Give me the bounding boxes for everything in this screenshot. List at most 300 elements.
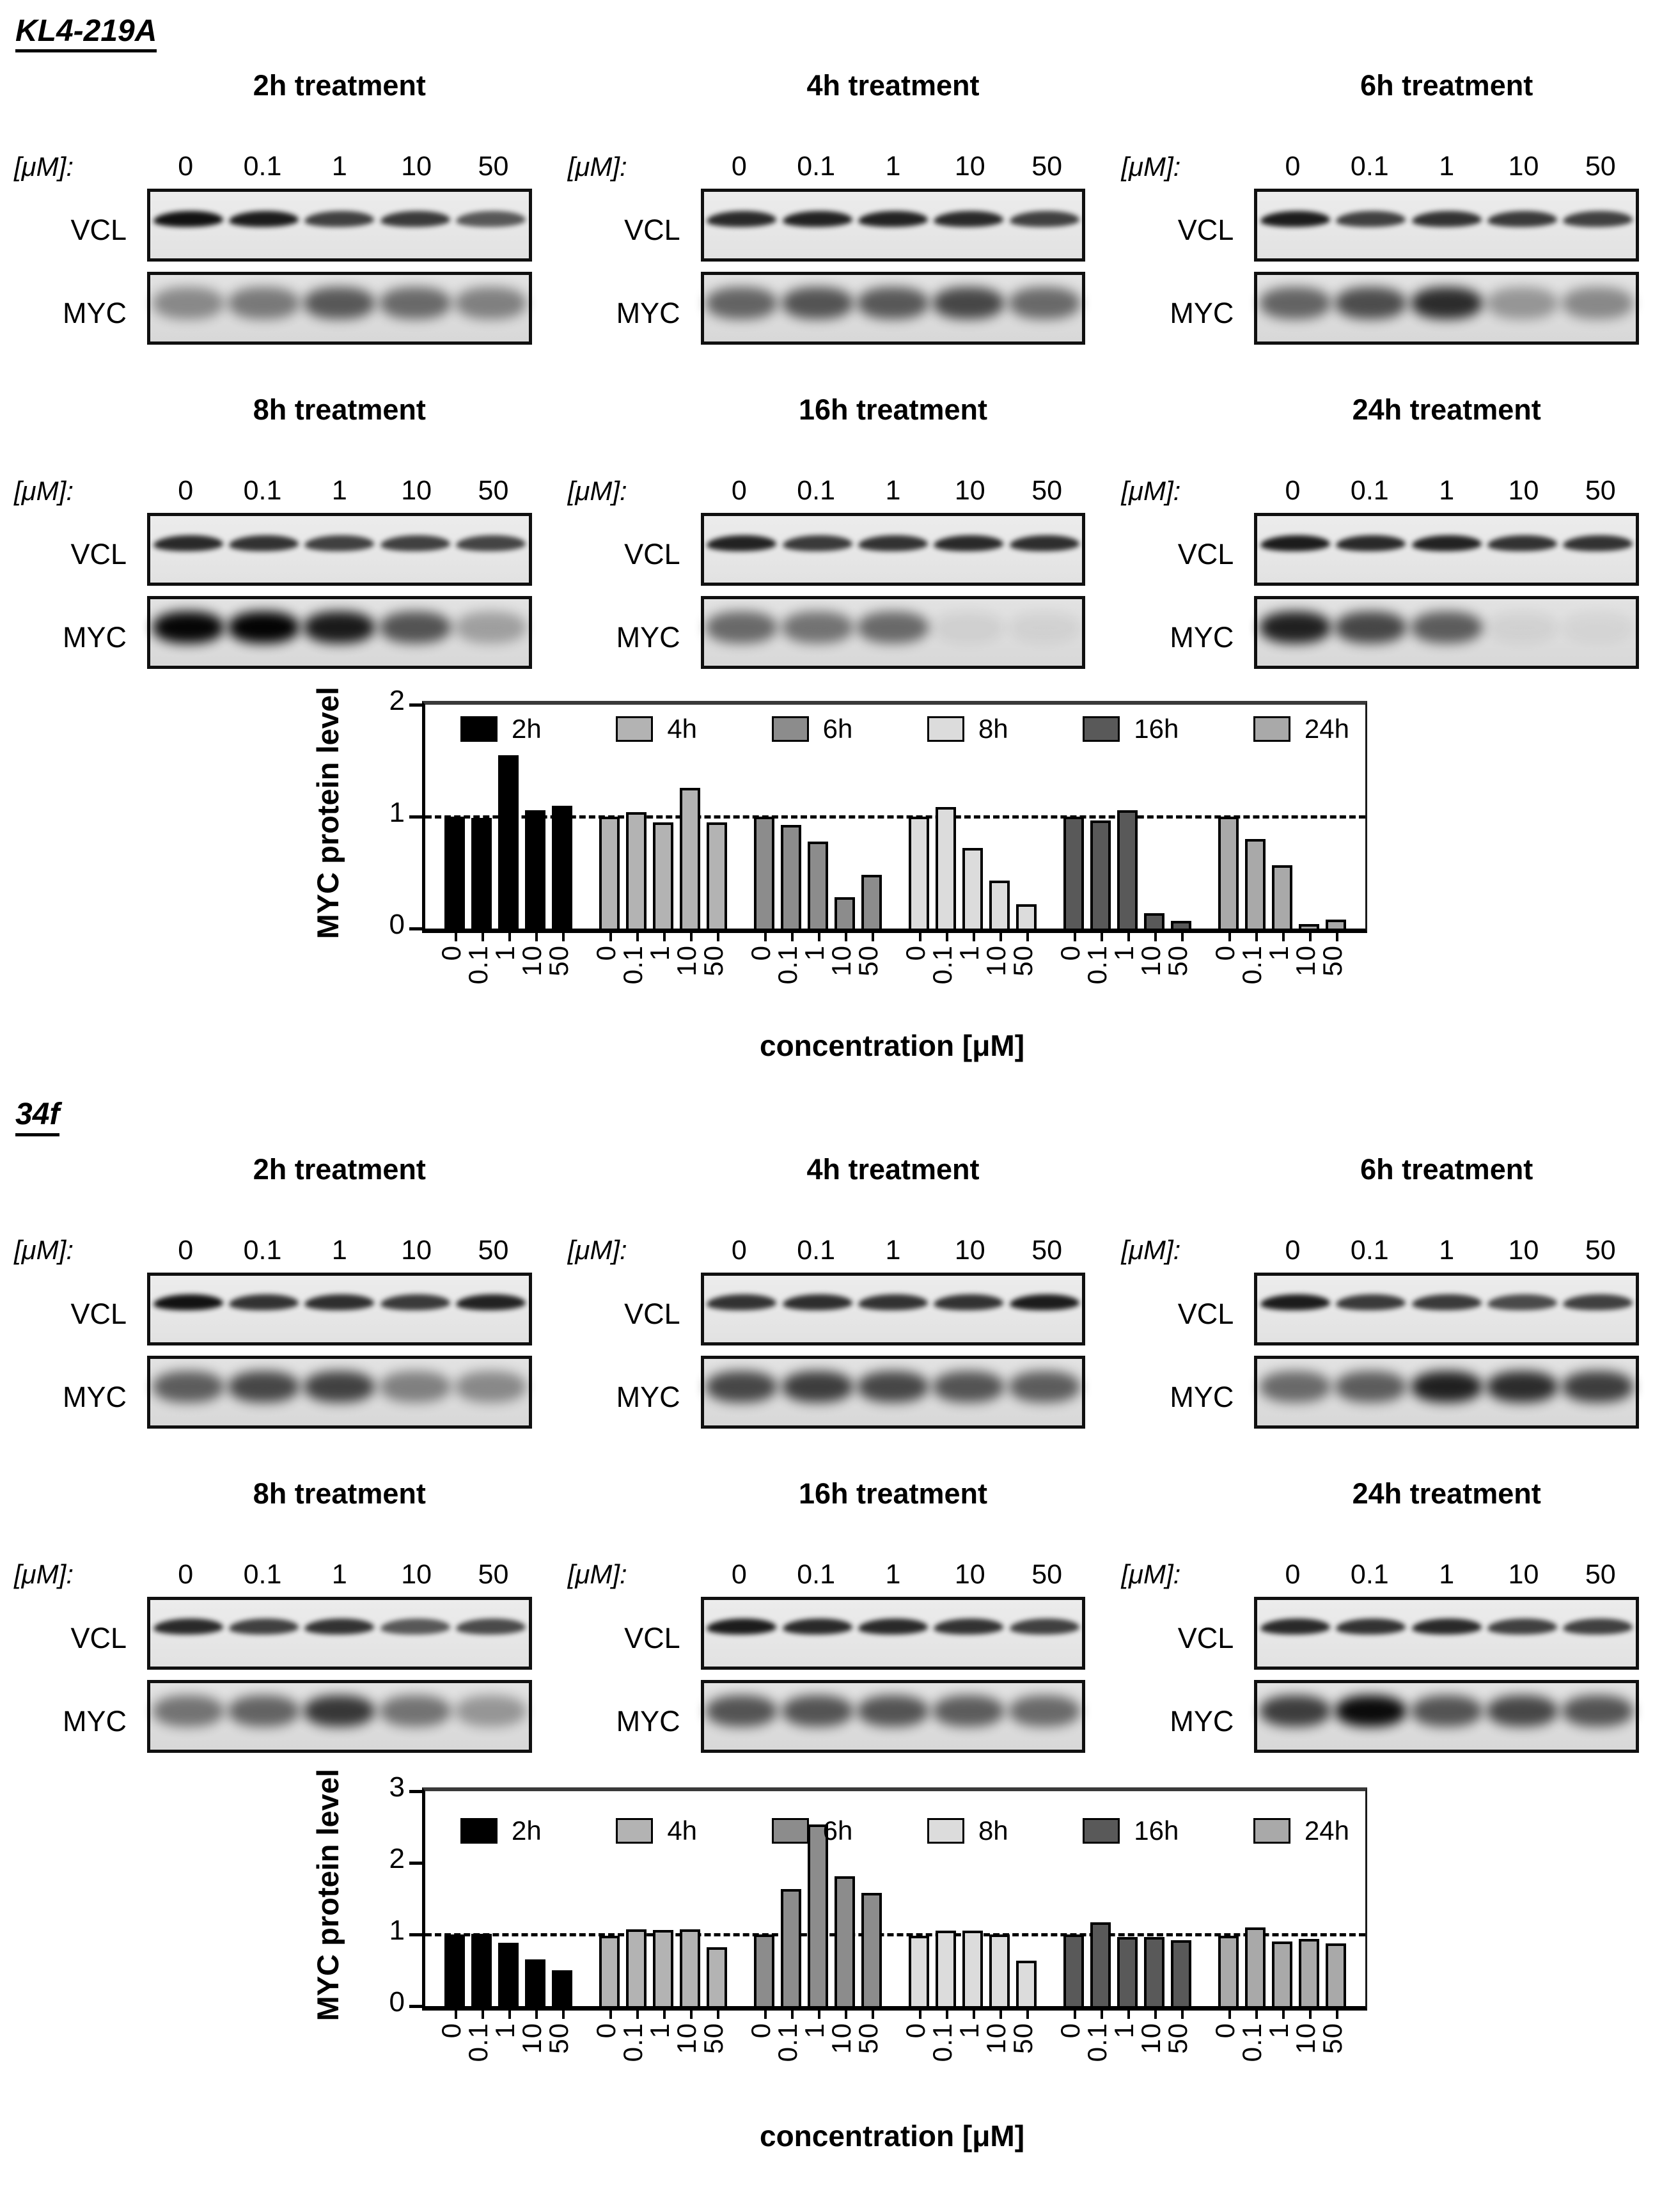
protein-band (933, 287, 1004, 319)
x-tick-label (1009, 945, 1037, 977)
blot-lane (453, 192, 528, 258)
panel-heading: 6h treatment (1360, 1152, 1533, 1186)
protein-band (1411, 534, 1481, 551)
x-tick-label-text: 10 (517, 945, 547, 977)
blot-lane (1484, 1600, 1560, 1667)
x-tick-label (700, 945, 728, 977)
bar-2h-10 (525, 810, 545, 929)
x-tick-label-text: 50 (698, 945, 728, 977)
concentration-value: 0.1 (1350, 1558, 1389, 1590)
blot-lane (150, 1359, 226, 1425)
legend-swatch-4h (616, 1818, 653, 1844)
protein-band (1487, 210, 1557, 227)
blot-lane (1333, 1276, 1409, 1342)
protein-band (304, 1294, 374, 1311)
blot-lane (226, 1276, 301, 1342)
blot-lane (855, 192, 930, 258)
concentration-value: 10 (1508, 1234, 1539, 1266)
blot-lane (1484, 1359, 1560, 1425)
x-tick (482, 2006, 484, 2019)
panel-heading: 24h treatment (1352, 1477, 1541, 1510)
blot-lane (855, 1359, 930, 1425)
concentration-value: 10 (954, 1234, 985, 1266)
protein-band (304, 1695, 375, 1727)
protein-band (380, 611, 451, 643)
protein-band (1260, 210, 1330, 227)
concentration-value: 1 (331, 151, 347, 182)
vcl-blot-image (147, 513, 532, 586)
bar-8h-50 (1016, 904, 1037, 929)
x-tick (764, 929, 767, 941)
protein-band (1336, 210, 1406, 227)
concentration-value: 50 (1585, 1234, 1616, 1266)
x-tick-label (592, 2023, 620, 2038)
protein-band (153, 611, 224, 643)
x-tick (636, 2006, 639, 2019)
concentration-value: 10 (401, 151, 432, 182)
x-tick-label-text: 50 (1163, 945, 1193, 977)
x-tick-label-text: 0.1 (618, 2022, 648, 2062)
blot-lane (855, 275, 930, 341)
x-tick-label (1137, 945, 1165, 977)
x-tick (1000, 2006, 1002, 2019)
concentration-value: 10 (1508, 475, 1539, 506)
bar-6h-0 (754, 1934, 774, 2006)
blot-lane (1409, 1276, 1484, 1342)
x-tick-label (673, 2023, 701, 2054)
protein-band (1487, 611, 1558, 643)
x-tick-label (592, 945, 620, 961)
vcl-blot-image (147, 1597, 532, 1670)
x-tick-label (1292, 2023, 1320, 2054)
protein-band (934, 1294, 1003, 1311)
vcl-row-label: VCL (70, 1621, 127, 1654)
myc-blot-image (147, 1356, 532, 1429)
protein-band (1563, 1294, 1633, 1311)
protein-band (456, 1618, 526, 1635)
x-tick (791, 929, 794, 941)
protein-band (934, 534, 1003, 551)
blot-lane (1257, 192, 1333, 258)
legend-swatch-2h (460, 1818, 498, 1844)
protein-band (858, 1371, 929, 1403)
concentration-value: 10 (954, 475, 985, 506)
myc-blot-image (701, 272, 1086, 345)
bar-16h-0.1 (1090, 820, 1111, 929)
x-tick (1309, 929, 1312, 941)
protein-band (1335, 611, 1406, 643)
bar-8h-1 (962, 848, 983, 929)
x-tick-label (464, 945, 492, 984)
x-tick (872, 929, 874, 941)
x-tick (872, 2006, 874, 2019)
x-tick (1336, 2006, 1338, 2019)
myc-blot-image (1254, 272, 1639, 345)
protein-band (304, 210, 374, 227)
legend-label: 24h (1304, 1815, 1349, 1846)
legend-label: 24h (1304, 714, 1349, 744)
protein-band (1260, 534, 1330, 551)
x-tick-label-text: 1 (799, 945, 829, 961)
x-tick-label (545, 945, 573, 977)
blot-lane (931, 516, 1007, 583)
protein-band (1487, 287, 1558, 319)
x-tick-label (827, 2023, 856, 2054)
blot-lane (377, 599, 453, 666)
blot-lane (453, 516, 528, 583)
x-tick-label-text: 1 (1109, 945, 1139, 961)
concentration-value: 1 (1439, 1234, 1455, 1266)
panel-34f-2h (10, 1143, 532, 1439)
protein-band (782, 1695, 853, 1727)
x-tick (535, 929, 538, 941)
x-tick-label-text: 10 (981, 2022, 1011, 2054)
legend-label: 4h (667, 1815, 698, 1846)
blot-lane (1007, 192, 1082, 258)
protein-band (1009, 534, 1079, 551)
x-tick-label (1083, 945, 1111, 984)
protein-band (229, 210, 299, 227)
protein-band (1487, 1618, 1557, 1635)
x-tick-label-text: 0 (746, 945, 776, 961)
concentration-value: 50 (478, 475, 509, 506)
myc-blot-image (147, 596, 532, 669)
myc-row-label: MYC (616, 621, 680, 654)
x-tick-label (518, 2023, 546, 2054)
protein-band (153, 1695, 224, 1727)
concentration-value: 50 (478, 1558, 509, 1590)
x-tick (791, 2006, 794, 2019)
vcl-row-label: VCL (624, 214, 680, 247)
x-tick (818, 929, 820, 941)
concentration-value: 0 (731, 475, 747, 506)
x-tick (1309, 2006, 1312, 2019)
concentration-value: 0 (1285, 151, 1301, 182)
plot-area (422, 1787, 1367, 2011)
blot-lane (1484, 599, 1560, 666)
protein-band (228, 611, 299, 643)
x-tick-label (747, 2023, 775, 2038)
vcl-blot-image (147, 1273, 532, 1345)
bar-16h-0 (1063, 817, 1084, 929)
section-34f (0, 1083, 1662, 2211)
x-tick-label-text: 10 (671, 945, 702, 977)
blot-lane (1560, 1600, 1636, 1667)
section-title: 34f (15, 1099, 59, 1136)
x-tick (535, 2006, 538, 2019)
concentration-value: 0.1 (1350, 1234, 1389, 1266)
concentration-value: 0 (178, 1234, 194, 1266)
bar-2h-10 (525, 1959, 545, 2006)
myc-row-label: MYC (63, 297, 127, 330)
x-tick-label-text: 0 (591, 2022, 621, 2039)
x-tick-label (955, 2023, 984, 2038)
x-tick (1181, 2006, 1184, 2019)
concentration-value: 1 (1439, 151, 1455, 182)
legend-swatch-16h (1083, 1818, 1120, 1844)
protein-band (1009, 210, 1079, 227)
blot-lane (150, 275, 226, 341)
blot-lane (780, 1683, 855, 1750)
legend-item-16h (1083, 714, 1179, 744)
bar-6h-50 (861, 875, 882, 929)
blot-lane (1409, 1683, 1484, 1750)
protein-band (1411, 611, 1482, 643)
blot-lane (1484, 1683, 1560, 1750)
myc-row-label: MYC (1170, 1380, 1234, 1413)
x-tick (1026, 929, 1029, 941)
concentration-value: 0 (178, 475, 194, 506)
blot-lane (1409, 1359, 1484, 1425)
panel-heading: 2h treatment (253, 69, 426, 102)
blot-lane (302, 192, 377, 258)
x-tick-label (491, 2023, 519, 2038)
blot-lane (1333, 516, 1409, 583)
x-tick-label (774, 945, 802, 984)
protein-band (1009, 1371, 1080, 1403)
x-tick-label-text: 1 (954, 2022, 984, 2039)
myc-blot-image (701, 596, 1086, 669)
x-tick (609, 929, 612, 941)
x-tick (508, 2006, 511, 2019)
x-tick-label (854, 2023, 882, 2054)
bar-8h-10 (989, 1934, 1010, 2006)
panel-34f-24h (1117, 1467, 1639, 1763)
protein-band (706, 611, 777, 643)
x-tick-label-text: 1 (799, 2022, 829, 2039)
blot-lane (453, 1276, 528, 1342)
myc-row-label: MYC (1170, 1704, 1234, 1737)
vcl-row-label: VCL (1177, 214, 1234, 247)
myc-protein-level-bar-chart (0, 685, 1662, 1083)
myc-row-label: MYC (63, 621, 127, 654)
legend-item-2h (460, 714, 542, 744)
panel-heading: 4h treatment (806, 1152, 980, 1186)
x-tick-label-text: 10 (1290, 945, 1321, 977)
section-title: KL4-219A (15, 15, 157, 52)
x-tick (1336, 929, 1338, 941)
x-tick (1127, 929, 1130, 941)
blot-lane (1257, 516, 1333, 583)
concentration-value: 0 (1285, 475, 1301, 506)
panel-heading: 8h treatment (253, 393, 426, 427)
x-tick-label-text: 10 (826, 2022, 856, 2054)
protein-band (707, 1618, 776, 1635)
x-tick-label-text: 0 (591, 945, 621, 961)
bar-4h-0 (599, 1936, 620, 2006)
legend-label: 2h (512, 714, 542, 744)
vcl-row-label: VCL (70, 1297, 127, 1330)
blot-lane (150, 1600, 226, 1667)
blot-lane (1484, 275, 1560, 341)
legend-item-8h (927, 1816, 1008, 1846)
blot-lane (704, 599, 780, 666)
bar-8h-1 (962, 1931, 983, 2006)
concentration-value: 0 (1285, 1234, 1301, 1266)
blot-lane (931, 1683, 1007, 1750)
concentration-unit-label: [μM]: (1121, 475, 1181, 506)
x-tick-label (955, 945, 984, 961)
x-tick-label-text: 0.1 (463, 2022, 493, 2062)
x-tick-label (982, 2023, 1010, 2054)
protein-band (1260, 1695, 1331, 1727)
concentration-value: 50 (1585, 151, 1616, 182)
protein-band (1562, 1695, 1633, 1727)
vcl-blot-image (701, 189, 1086, 262)
bar-16h-1 (1117, 1937, 1138, 2006)
x-tick-label-text: 1 (645, 945, 675, 961)
blot-lane (780, 599, 855, 666)
vcl-row-label: VCL (624, 1297, 680, 1330)
concentration-value: 50 (478, 1234, 509, 1266)
blot-lane (150, 599, 226, 666)
blot-lane (1257, 1683, 1333, 1750)
vcl-row-label: VCL (624, 1621, 680, 1654)
x-tick-label-text: 0.1 (927, 945, 957, 985)
x-tick (973, 929, 975, 941)
vcl-row-label: VCL (70, 538, 127, 571)
y-tick (409, 1862, 422, 1865)
protein-band (1563, 210, 1633, 227)
x-tick-label-text: 1 (1264, 2022, 1294, 2039)
blot-lane (1333, 192, 1409, 258)
concentration-row (147, 1559, 532, 1590)
blot-lane (780, 1276, 855, 1342)
concentration-row (1254, 475, 1639, 506)
myc-row-label: MYC (616, 1704, 680, 1737)
y-axis-title (307, 1768, 348, 2021)
legend-item-16h (1083, 1816, 1179, 1846)
x-tick-label-text: 50 (1008, 945, 1038, 977)
protein-band (1562, 287, 1633, 319)
x-tick-label-text: 1 (490, 945, 520, 961)
protein-band (1260, 1294, 1330, 1311)
x-tick-label (1238, 2023, 1266, 2062)
blot-lane (855, 1276, 930, 1342)
protein-band (1562, 611, 1633, 643)
concentration-value: 10 (1508, 1558, 1539, 1590)
blot-lane (453, 599, 528, 666)
protein-band (153, 287, 224, 319)
protein-band (1411, 1618, 1481, 1635)
x-tick-label (1137, 2023, 1165, 2054)
protein-band (228, 287, 299, 319)
blot-lane (302, 1276, 377, 1342)
protein-band (455, 1371, 526, 1403)
blot-lane (1333, 1683, 1409, 1750)
x-tick-label-text: 10 (1290, 2022, 1321, 2054)
vcl-blot-image (701, 1273, 1086, 1345)
blot-lane (1257, 1600, 1333, 1667)
blot-lane (1484, 192, 1560, 258)
blot-lane (1007, 1359, 1082, 1425)
blot-lane (226, 599, 301, 666)
bar-2h-0.1 (471, 1934, 492, 2006)
blot-lane (377, 1276, 453, 1342)
blot-panel-grid (0, 56, 1662, 679)
blot-lane (226, 516, 301, 583)
protein-band (1487, 534, 1557, 551)
concentration-value: 1 (885, 1558, 901, 1590)
blot-lane (780, 192, 855, 258)
x-tick-label (1265, 2023, 1293, 2038)
protein-band (229, 1294, 299, 1311)
blot-lane (931, 1359, 1007, 1425)
protein-band (707, 534, 776, 551)
protein-band (456, 1294, 526, 1311)
myc-blot-image (701, 1356, 1086, 1429)
protein-band (858, 611, 929, 643)
vcl-row-label: VCL (1177, 1621, 1234, 1654)
x-axis-title: concentration [μM] (759, 1029, 1025, 1063)
blot-lane (226, 1600, 301, 1667)
protein-band (1009, 287, 1080, 319)
x-tick-label-text: 50 (1008, 2022, 1038, 2054)
panel-kl4-219a-24h (1117, 383, 1639, 679)
vcl-blot-image (147, 189, 532, 262)
x-tick-label-text: 10 (981, 945, 1011, 977)
x-tick-label (1009, 2023, 1037, 2054)
x-tick (663, 929, 666, 941)
blot-lane (302, 1600, 377, 1667)
panel-heading: 4h treatment (806, 69, 980, 102)
protein-band (1260, 1371, 1331, 1403)
blot-lane (1409, 275, 1484, 341)
protein-band (1563, 534, 1633, 551)
protein-band (1487, 1371, 1558, 1403)
bar-2h-0 (444, 1934, 465, 2006)
protein-band (456, 210, 526, 227)
bar-8h-10 (989, 881, 1010, 929)
concentration-value: 0.1 (1350, 151, 1389, 182)
x-tick-label-text: 0 (746, 2022, 776, 2039)
protein-band (380, 1294, 450, 1311)
concentration-value: 0.1 (243, 151, 282, 182)
concentration-unit-label: [μM]: (1121, 151, 1181, 182)
x-tick (663, 2006, 666, 2019)
y-tick (409, 815, 422, 819)
myc-blot-image (147, 1680, 532, 1753)
x-tick-label-text: 0.1 (927, 2022, 957, 2062)
x-tick-label (801, 2023, 829, 2038)
myc-row-label: MYC (1170, 621, 1234, 654)
legend-swatch-8h (927, 716, 964, 742)
x-tick-label (1265, 945, 1293, 961)
vcl-blot-image (1254, 513, 1639, 586)
protein-band (1487, 1294, 1557, 1311)
protein-band (153, 210, 223, 227)
blot-lane (1007, 1683, 1082, 1750)
blot-lane (1484, 516, 1560, 583)
x-tick (946, 2006, 948, 2019)
protein-band (933, 611, 1004, 643)
blot-lane (453, 1600, 528, 1667)
panel-kl4-219a-8h (10, 383, 532, 679)
concentration-value: 0.1 (797, 1234, 836, 1266)
bar-4h-1 (653, 822, 673, 929)
x-tick-label (1211, 945, 1239, 961)
y-tick-label: 0 (389, 909, 405, 941)
legend-label: 6h (822, 714, 853, 744)
blot-lane (1333, 1600, 1409, 1667)
x-tick-label-text: 10 (1136, 945, 1166, 977)
protein-band (782, 1294, 852, 1311)
blot-lane (1007, 516, 1082, 583)
blot-lane (1409, 516, 1484, 583)
protein-band (858, 210, 928, 227)
x-tick (690, 929, 693, 941)
x-tick (455, 929, 457, 941)
